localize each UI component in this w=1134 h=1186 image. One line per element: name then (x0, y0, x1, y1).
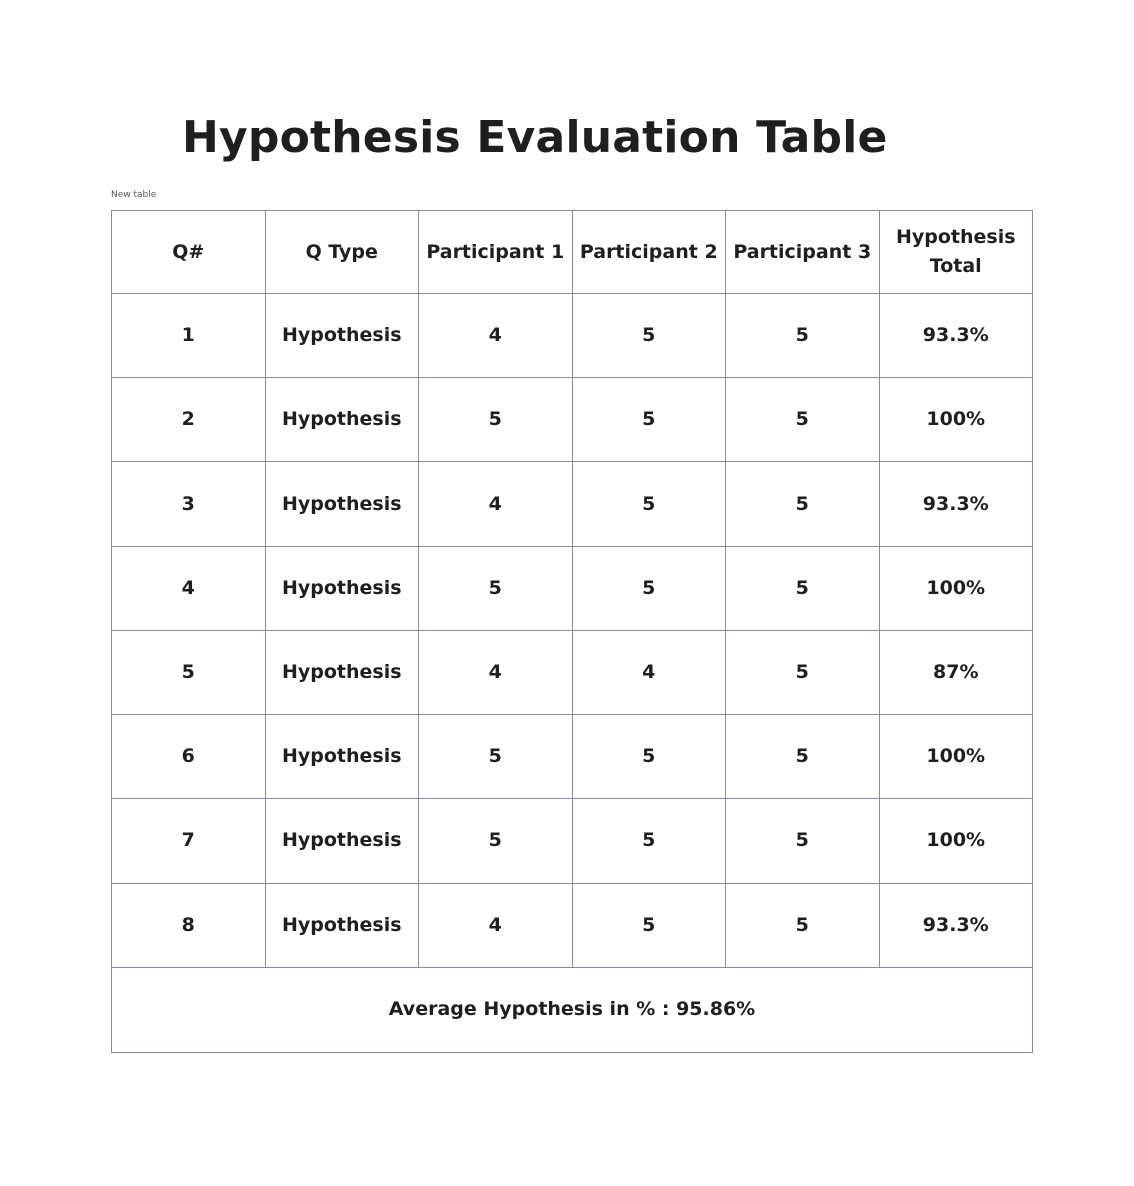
cell-hypothesis-total[interactable]: 93.3% (879, 294, 1033, 378)
cell-q-number[interactable]: 2 (112, 378, 266, 462)
cell-q-number[interactable]: 7 (112, 799, 266, 883)
cell-hypothesis-total[interactable]: 100% (879, 546, 1033, 630)
cell-participant-3[interactable]: 5 (726, 883, 880, 967)
header-hypothesis-total[interactable]: Hypothesis Total (879, 211, 1033, 294)
table-row (112, 294, 1033, 378)
header-participant-3[interactable]: Participant 3 (726, 211, 880, 294)
table-row (112, 546, 1033, 630)
cell-q-type[interactable]: Hypothesis (265, 630, 419, 714)
average-hypothesis-cell[interactable]: Average Hypothesis in % : 95.86% (112, 967, 1033, 1052)
cell-participant-1[interactable]: 4 (419, 883, 573, 967)
cell-participant-3[interactable]: 5 (726, 546, 880, 630)
cell-participant-3[interactable]: 5 (726, 462, 880, 546)
footer-row (112, 967, 1033, 1052)
cell-participant-2[interactable]: 5 (572, 883, 726, 967)
cell-participant-1[interactable]: 5 (419, 378, 573, 462)
cell-hypothesis-total[interactable]: 100% (879, 378, 1033, 462)
cell-participant-1[interactable]: 4 (419, 630, 573, 714)
table-row (112, 715, 1033, 799)
table-label[interactable]: New table (111, 190, 157, 200)
header-participant-2[interactable]: Participant 2 (572, 211, 726, 294)
cell-participant-3[interactable]: 5 (726, 799, 880, 883)
cell-q-number[interactable]: 3 (112, 462, 266, 546)
cell-participant-1[interactable]: 5 (419, 799, 573, 883)
table-row (112, 378, 1033, 462)
cell-q-number[interactable]: 5 (112, 630, 266, 714)
page-title: Hypothesis Evaluation Table (182, 112, 888, 163)
cell-q-type[interactable]: Hypothesis (265, 462, 419, 546)
cell-participant-1[interactable]: 4 (419, 462, 573, 546)
cell-q-type[interactable]: Hypothesis (265, 799, 419, 883)
cell-hypothesis-total[interactable]: 100% (879, 715, 1033, 799)
cell-participant-3[interactable]: 5 (726, 294, 880, 378)
table-row (112, 630, 1033, 714)
cell-hypothesis-total[interactable]: 93.3% (879, 883, 1033, 967)
cell-participant-1[interactable]: 4 (419, 294, 573, 378)
cell-q-number[interactable]: 1 (112, 294, 266, 378)
cell-participant-2[interactable]: 5 (572, 715, 726, 799)
cell-hypothesis-total[interactable]: 93.3% (879, 462, 1033, 546)
cell-participant-3[interactable]: 5 (726, 630, 880, 714)
cell-participant-2[interactable]: 5 (572, 462, 726, 546)
header-q-number[interactable]: Q# (112, 211, 266, 294)
header-participant-1[interactable]: Participant 1 (419, 211, 573, 294)
header-q-type[interactable]: Q Type (265, 211, 419, 294)
cell-participant-1[interactable]: 5 (419, 546, 573, 630)
cell-q-type[interactable]: Hypothesis (265, 378, 419, 462)
cell-q-type[interactable]: Hypothesis (265, 715, 419, 799)
cell-participant-2[interactable]: 5 (572, 546, 726, 630)
cell-q-number[interactable]: 4 (112, 546, 266, 630)
cell-q-type[interactable]: Hypothesis (265, 294, 419, 378)
cell-q-type[interactable]: Hypothesis (265, 883, 419, 967)
cell-q-number[interactable]: 8 (112, 883, 266, 967)
cell-participant-2[interactable]: 5 (572, 378, 726, 462)
hypothesis-evaluation-table[interactable] (111, 210, 1033, 1053)
cell-participant-2[interactable]: 4 (572, 630, 726, 714)
cell-q-number[interactable]: 6 (112, 715, 266, 799)
cell-hypothesis-total[interactable]: 87% (879, 630, 1033, 714)
cell-participant-3[interactable]: 5 (726, 378, 880, 462)
cell-participant-2[interactable]: 5 (572, 294, 726, 378)
cell-hypothesis-total[interactable]: 100% (879, 799, 1033, 883)
cell-q-type[interactable]: Hypothesis (265, 546, 419, 630)
cell-participant-3[interactable]: 5 (726, 715, 880, 799)
cell-participant-1[interactable]: 5 (419, 715, 573, 799)
cell-participant-2[interactable]: 5 (572, 799, 726, 883)
header-row (112, 211, 1033, 294)
table-row (112, 462, 1033, 546)
table-row (112, 799, 1033, 883)
table-row (112, 883, 1033, 967)
